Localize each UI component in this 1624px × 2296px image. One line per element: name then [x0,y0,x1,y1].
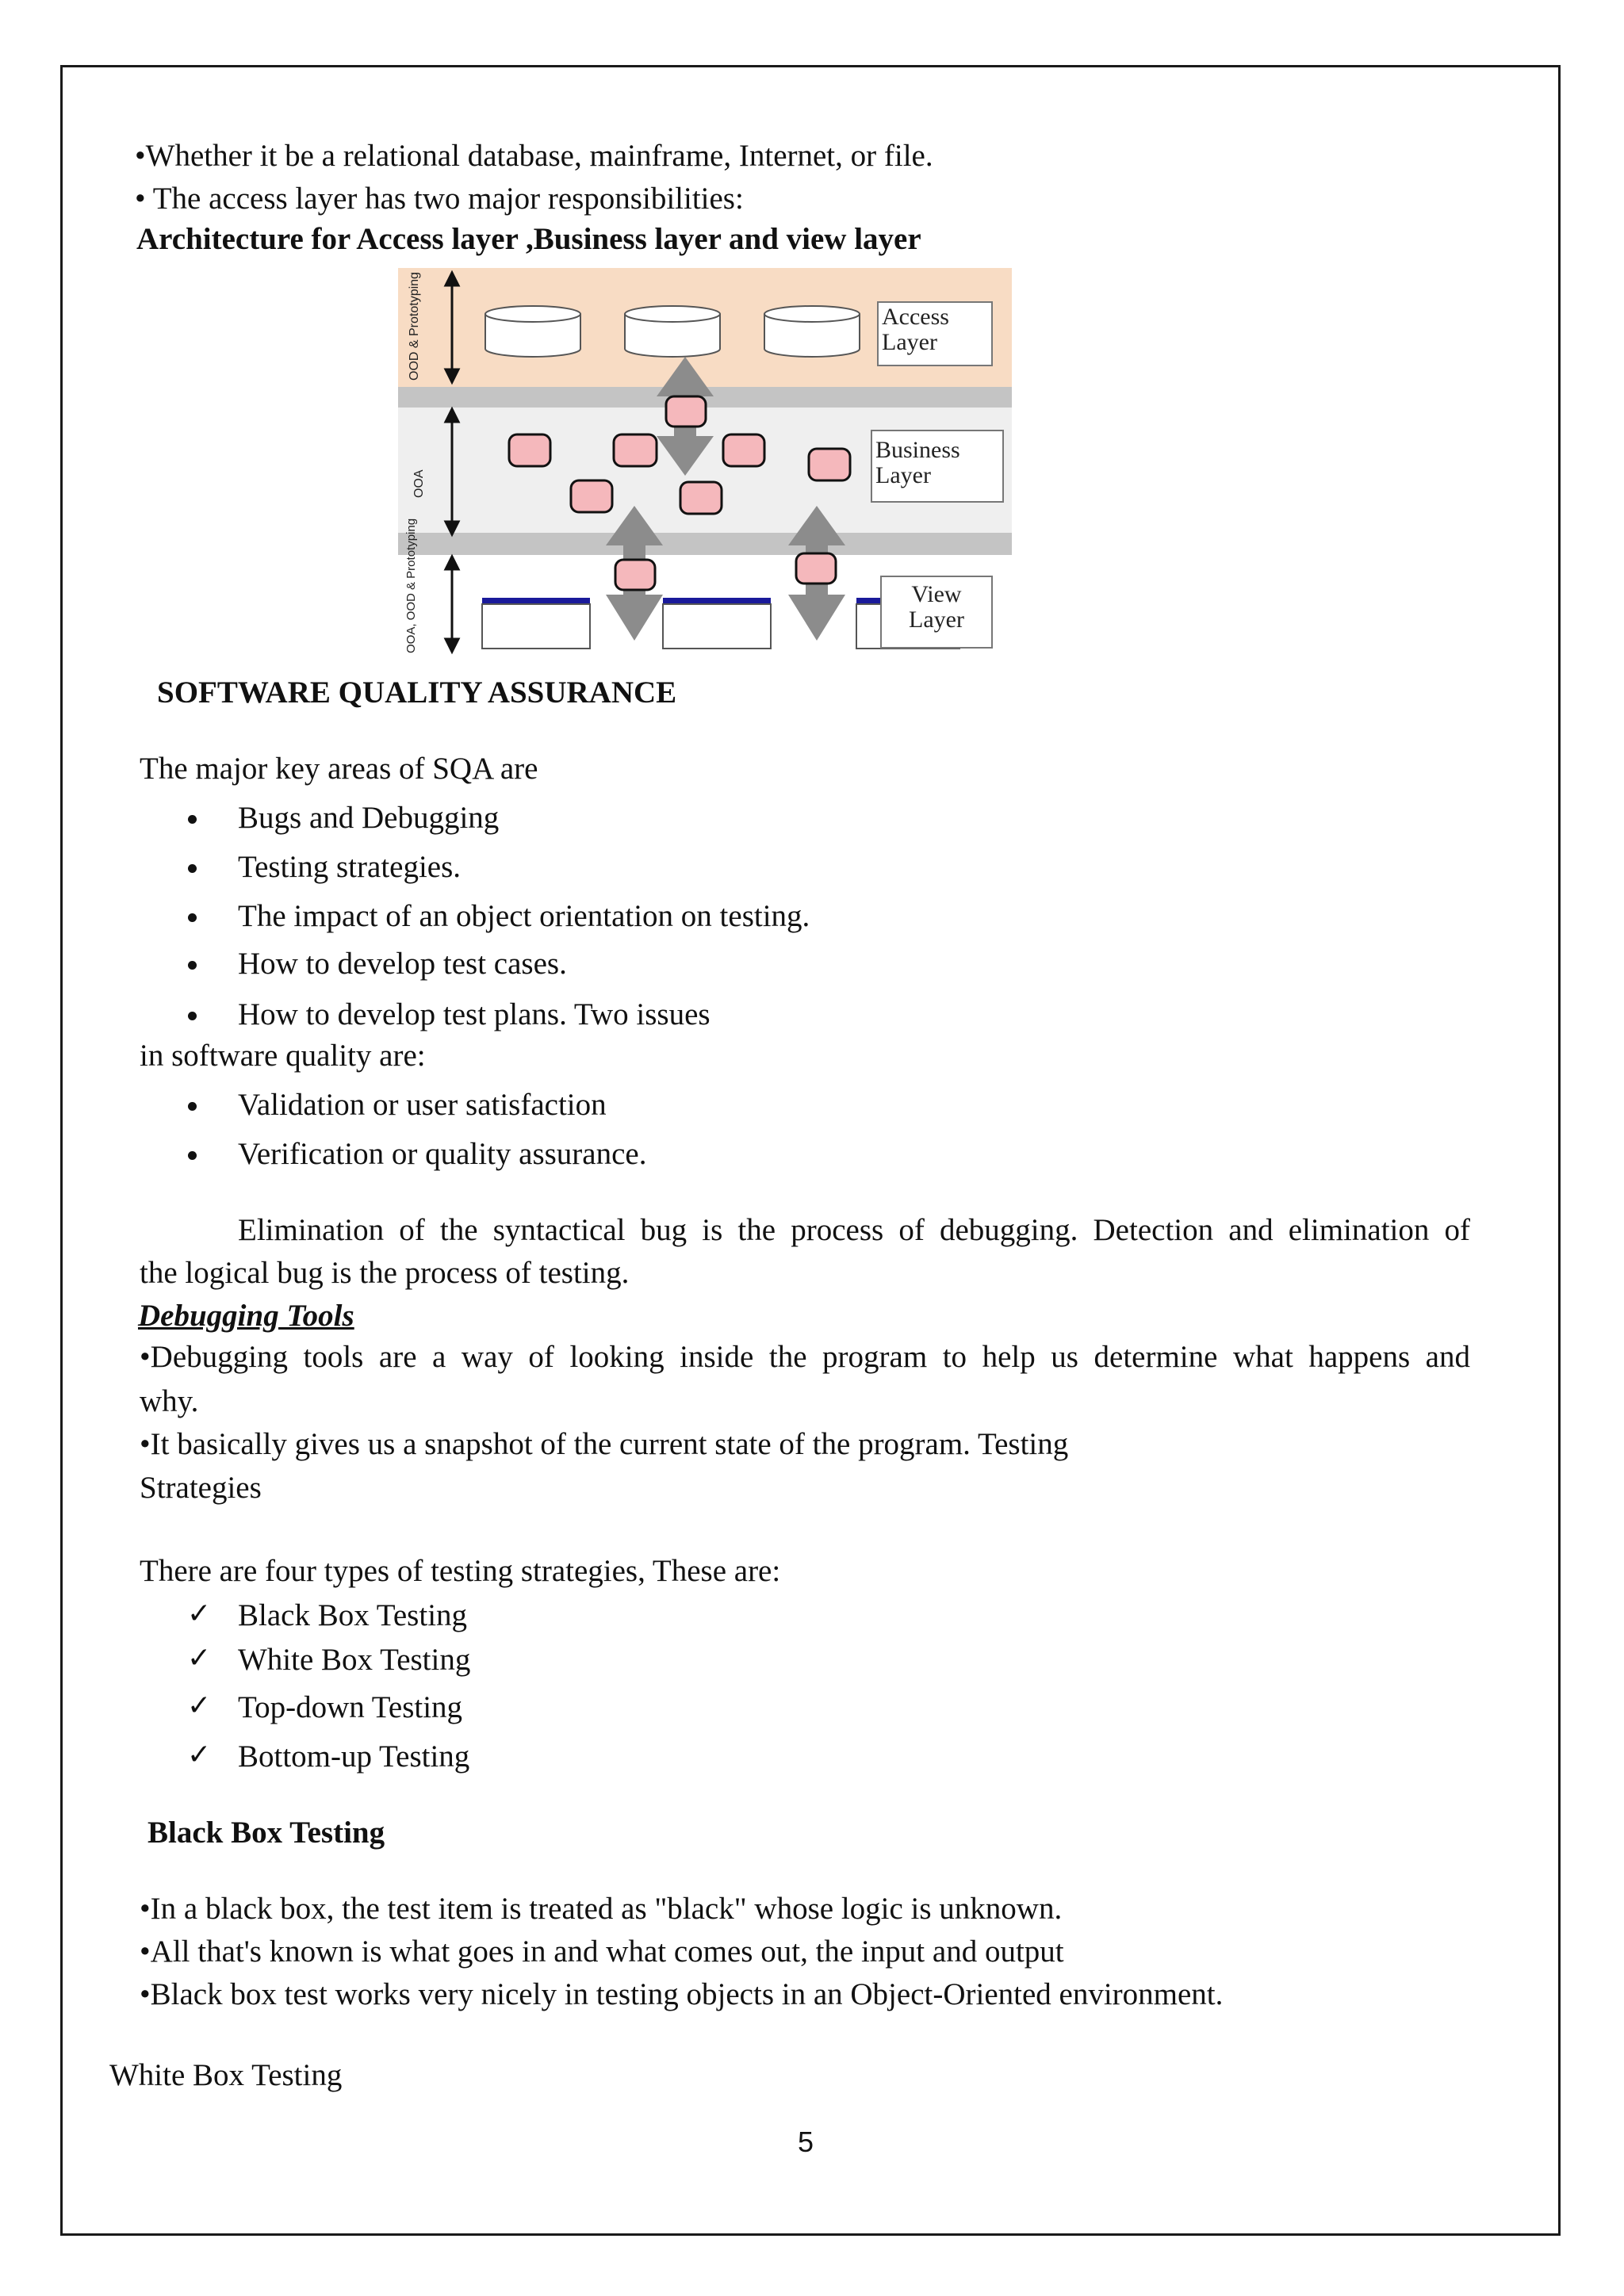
debugging-line4: Strategies [140,1471,262,1505]
issues-line: in software quality are: [140,1039,426,1073]
bullet-icon [188,1151,197,1160]
business-label-line2: Layer [875,462,931,488]
access-layer-label [877,301,993,366]
black-box-line: •In a black box, the test item is treated as "black" whose logic is unknown. [140,1892,1063,1926]
side-label-ood: OOD & Prototyping [408,272,421,381]
bullet-icon [188,1102,197,1111]
separator-bottom [398,533,1012,555]
checkmark-icon: ✓ [187,1689,212,1722]
business-layer-label [871,430,1004,503]
strategy-item: White Box Testing [238,1643,471,1677]
page-number: 5 [798,2126,814,2158]
list-item: The impact of an object orientation on testing. [238,899,810,933]
checkmark-icon: ✓ [187,1642,212,1674]
strategy-item: Top-down Testing [238,1690,463,1724]
access-label-line2: Layer [882,329,937,355]
checkmark-icon: ✓ [187,1739,212,1771]
view-layer-label [880,576,993,649]
text-line-access-layer: • The access layer has two major responsibilities: [135,182,744,216]
list-item: Verification or quality assurance. [238,1137,647,1171]
layer-architecture-diagram [398,268,1012,655]
bullet-icon [188,815,197,824]
elimination-paragraph-line2: the logical bug is the process of testing. [140,1256,630,1290]
list-item: How to develop test cases. [238,947,567,981]
debugging-line3: •It basically gives us a snapshot of the current state of the program. Testing [140,1427,1069,1461]
bullet-icon [188,961,197,970]
checkmark-icon: ✓ [187,1598,212,1630]
list-item: Bugs and Debugging [238,801,500,835]
database-icon [764,306,860,357]
database-icon [485,306,580,357]
side-label-ooa-ood: OOA, OOD & Prototyping [404,518,418,653]
black-box-line: •Black box test works very nicely in testing objects in an Object-Oriented environment. [140,1977,1224,2011]
architecture-heading: Architecture for Access layer ,Business layer and view layer [136,222,921,256]
list-item: Testing strategies. [238,850,462,884]
list-item: How to develop test plans. Two issues [238,997,710,1031]
text-line-database: •Whether it be a relational database, mainframe, Internet, or file. [135,139,933,173]
debugging-tools-heading: Debugging Tools [138,1299,354,1333]
black-box-heading: Black Box Testing [147,1816,385,1850]
white-box-heading: White Box Testing [109,2058,343,2092]
sqa-intro: The major key areas of SQA are [140,752,538,786]
strategy-item: Bottom-up Testing [238,1739,470,1774]
strategy-item: Black Box Testing [238,1598,468,1632]
list-item: Validation or user satisfaction [238,1088,607,1122]
sqa-heading: SOFTWARE QUALITY ASSURANCE [157,675,677,710]
strategies-intro: There are four types of testing strategies, These are: [140,1554,781,1588]
black-box-line: •All that's known is what goes in and what comes out, the input and output [140,1934,1064,1969]
bullet-icon [188,1012,197,1020]
side-label-ooa: OOA [412,469,426,498]
bullet-icon [188,864,197,873]
view-label-line1: View [911,581,962,607]
debugging-line1: •Debugging tools are a way of looking inside the program to help us determine what happens and [140,1340,1470,1374]
debugging-line2: why. [140,1384,199,1418]
business-label-line1: Business [875,437,960,463]
database-icon [625,306,720,357]
elimination-paragraph-line1: Elimination of the syntactical bug is the process of debugging. Detection and elimination of [238,1213,1470,1247]
view-label-line2: Layer [909,607,964,633]
bullet-icon [188,913,197,922]
access-label-line1: Access [882,304,949,330]
